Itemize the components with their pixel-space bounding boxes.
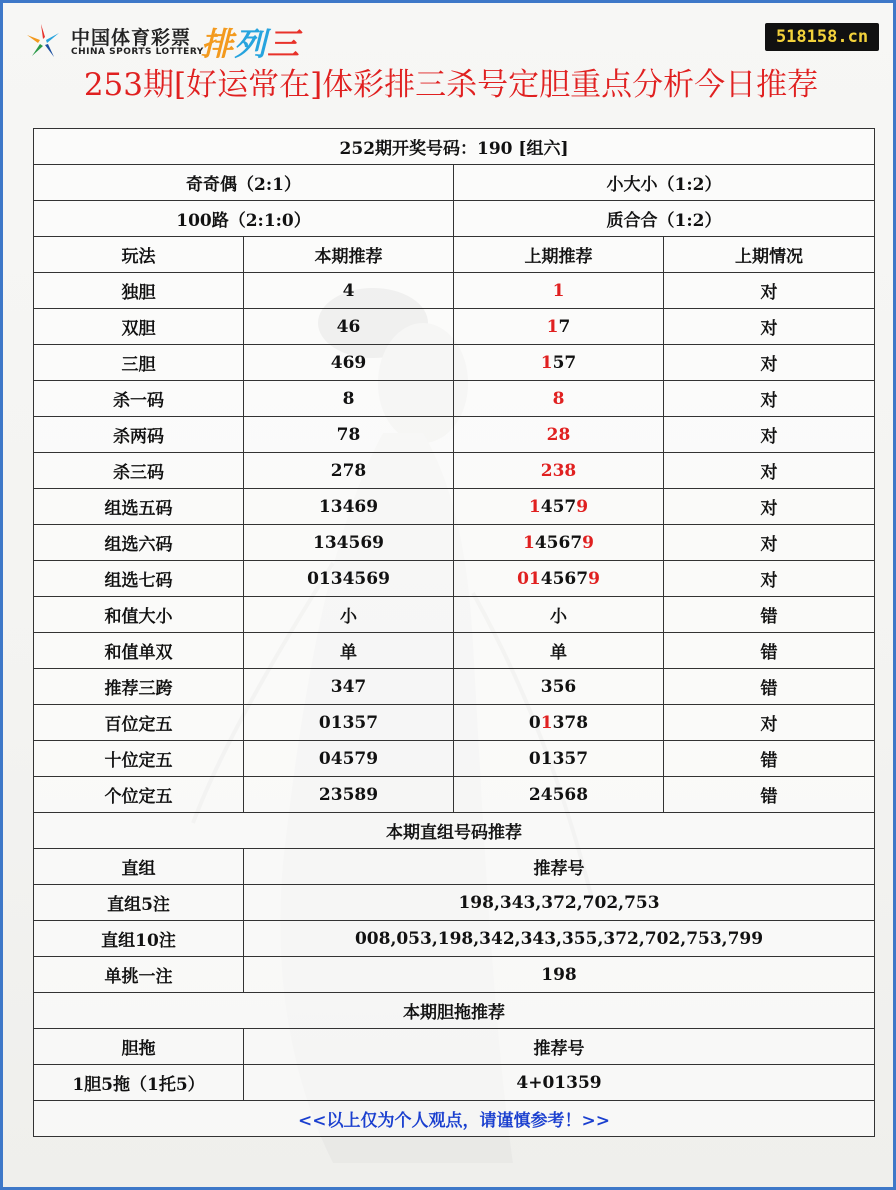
prev-recommend: [454, 345, 664, 381]
prev-result: 对: [664, 381, 875, 417]
page-title: 253期[好运常在]体彩排三杀号定胆重点分析今日推荐: [83, 67, 819, 103]
play-name: 和值单双: [34, 633, 244, 669]
prev-recommend: [454, 705, 664, 741]
prev-hit-digits: 1: [546, 316, 559, 337]
prev-result: 错: [664, 597, 875, 633]
current-recommend: 单: [244, 633, 454, 669]
draw-row: [34, 129, 875, 165]
dantuo-title-row: [34, 993, 875, 1029]
big-small-pattern: 小大小（1:2）: [454, 165, 875, 201]
recommend-row: [34, 309, 875, 345]
dantuo-row-value: 4+01359: [244, 1065, 875, 1101]
play-name: 杀两码: [34, 417, 244, 453]
brand-char-1: 排: [201, 25, 235, 63]
direct-section-title: 本期直组号码推荐: [34, 813, 875, 849]
current-recommend: 469: [244, 345, 454, 381]
recommend-row: [34, 273, 875, 309]
prev-result: 错: [664, 777, 875, 813]
recommend-row: [34, 345, 875, 381]
col-header-play: 玩法: [34, 237, 244, 273]
prev-hit-digits: 8: [552, 388, 565, 409]
prev-result: 对: [664, 561, 875, 597]
play-name: 组选六码: [34, 525, 244, 561]
col-header-current: 本期推荐: [244, 237, 454, 273]
play-name: 三胆: [34, 345, 244, 381]
prev-hit-digits: 28: [546, 424, 571, 445]
odd-even-pattern: 奇奇偶（2:1）: [34, 165, 454, 201]
current-recommend: 347: [244, 669, 454, 705]
col-header-prev: 上期推荐: [454, 237, 664, 273]
current-recommend: 46: [244, 309, 454, 345]
direct-col-name: 直组: [34, 849, 244, 885]
prev-hit-digits: 1: [522, 532, 535, 553]
footer-row: [34, 1101, 875, 1137]
route-row: [34, 201, 875, 237]
direct-row-value: 198: [244, 957, 875, 993]
prev-result: 对: [664, 345, 875, 381]
draw-result: 252期开奖号码：190 [组六]: [34, 129, 875, 165]
current-recommend: 4: [244, 273, 454, 309]
recommend-row: [34, 669, 875, 705]
prev-hit-digits: 9: [582, 532, 594, 553]
prev-recommend: [454, 669, 664, 705]
direct-row: [34, 921, 875, 957]
recommend-row: [34, 381, 875, 417]
prev-recommend: [454, 453, 664, 489]
play-name: 杀三码: [34, 453, 244, 489]
prev-result: 错: [664, 741, 875, 777]
direct-header-row: [34, 849, 875, 885]
play-name: 杀一码: [34, 381, 244, 417]
prev-recommend: [454, 777, 664, 813]
prev-miss-digits: 378: [552, 712, 589, 733]
prev-result: 对: [664, 273, 875, 309]
pattern-row: [34, 165, 875, 201]
prev-result: 对: [664, 309, 875, 345]
dantuo-section-title: 本期胆拖推荐: [34, 993, 875, 1029]
prev-result: 对: [664, 417, 875, 453]
prev-miss-digits: 4567: [534, 532, 583, 553]
prev-recommend: [454, 525, 664, 561]
current-recommend: 0134569: [244, 561, 454, 597]
prev-result: 对: [664, 489, 875, 525]
play-name: 和值大小: [34, 597, 244, 633]
recommend-row: [34, 777, 875, 813]
direct-col-value: 推荐号: [244, 849, 875, 885]
prev-hit-digits: 238: [540, 460, 577, 481]
prev-hit-digits: 1: [540, 712, 553, 733]
current-recommend: 23589: [244, 777, 454, 813]
prev-hit-digits: 1: [552, 280, 565, 301]
prev-miss-digits: 4567: [540, 568, 589, 589]
logo-en-text: CHINA SPORTS LOTTERY: [71, 47, 204, 57]
column-header-row: [34, 237, 875, 273]
dantuo-row-name: 1胆5拖（1托5）: [34, 1065, 244, 1101]
prev-miss-digits: 小: [550, 607, 567, 627]
logo-cn-text: 中国体育彩票: [71, 27, 192, 49]
current-recommend: 04579: [244, 741, 454, 777]
prev-recommend: [454, 273, 664, 309]
prev-miss-digits: 57: [552, 352, 577, 373]
recommend-row: [34, 597, 875, 633]
play-name: 个位定五: [34, 777, 244, 813]
prev-hit-digits: 9: [588, 568, 600, 589]
direct-row-name: 直组5注: [34, 885, 244, 921]
direct-title-row: [34, 813, 875, 849]
site-badge[interactable]: 518158.cn: [765, 23, 879, 51]
dantuo-col-name: 胆拖: [34, 1029, 244, 1065]
prev-miss-digits: 457: [540, 496, 577, 517]
recommend-row: [34, 453, 875, 489]
prev-recommend: [454, 417, 664, 453]
recommend-row: [34, 525, 875, 561]
star-logo-icon: [23, 21, 63, 61]
prev-miss-digits: 24568: [528, 784, 589, 805]
prev-recommend: [454, 489, 664, 525]
prev-recommend: [454, 741, 664, 777]
brand-char-2: 列: [234, 25, 268, 63]
prime-pattern: 质合合（1:2）: [454, 201, 875, 237]
prev-result: 对: [664, 525, 875, 561]
direct-row-name: 直组10注: [34, 921, 244, 957]
prev-result: 错: [664, 633, 875, 669]
direct-row-name: 单挑一注: [34, 957, 244, 993]
play-name: 独胆: [34, 273, 244, 309]
current-recommend: 01357: [244, 705, 454, 741]
recommend-row: [34, 561, 875, 597]
prev-miss-digits: 356: [540, 676, 577, 697]
play-name: 双胆: [34, 309, 244, 345]
brand-char-3: 三: [267, 25, 301, 63]
prev-recommend: [454, 381, 664, 417]
col-header-result: 上期情况: [664, 237, 875, 273]
recommend-row: [34, 705, 875, 741]
current-recommend: 78: [244, 417, 454, 453]
direct-row: [34, 957, 875, 993]
prev-miss-digits: 0: [528, 712, 541, 733]
play-name: 组选七码: [34, 561, 244, 597]
direct-row-value: 198,343,372,702,753: [244, 885, 875, 921]
prev-miss-digits: 单: [550, 643, 567, 663]
prev-recommend: [454, 597, 664, 633]
prev-hit-digits: 1: [528, 496, 541, 517]
prev-recommend: [454, 309, 664, 345]
dantuo-row: [34, 1065, 875, 1101]
direct-row-value: 008,053,198,342,343,355,372,702,753,799: [244, 921, 875, 957]
prev-miss-digits: 01357: [528, 748, 589, 769]
current-recommend: 278: [244, 453, 454, 489]
direct-row: [34, 885, 875, 921]
play-name: 组选五码: [34, 489, 244, 525]
prev-hit-digits: 01: [517, 568, 541, 589]
dantuo-header-row: [34, 1029, 875, 1065]
recommend-row: [34, 417, 875, 453]
current-recommend: 8: [244, 381, 454, 417]
prev-hit-digits: 9: [576, 496, 589, 517]
analysis-table: [33, 128, 875, 1137]
prev-result: 对: [664, 453, 875, 489]
prev-hit-digits: 1: [540, 352, 553, 373]
dantuo-col-value: 推荐号: [244, 1029, 875, 1065]
prev-recommend: [454, 633, 664, 669]
route-pattern: 100路（2:1:0）: [34, 201, 454, 237]
prev-miss-digits: 7: [558, 316, 571, 337]
recommend-row: [34, 633, 875, 669]
current-recommend: 13469: [244, 489, 454, 525]
current-recommend: 134569: [244, 525, 454, 561]
play-name: 十位定五: [34, 741, 244, 777]
current-recommend: 小: [244, 597, 454, 633]
disclaimer-footer: <<以上仅为个人观点，请谨慎参考！>>: [34, 1101, 875, 1137]
play-name: 百位定五: [34, 705, 244, 741]
recommend-row: [34, 489, 875, 525]
header: [3, 3, 896, 113]
play-name: 推荐三跨: [34, 669, 244, 705]
prev-result: 错: [664, 669, 875, 705]
prev-recommend: [454, 561, 664, 597]
recommend-row: [34, 741, 875, 777]
prev-result: 对: [664, 705, 875, 741]
